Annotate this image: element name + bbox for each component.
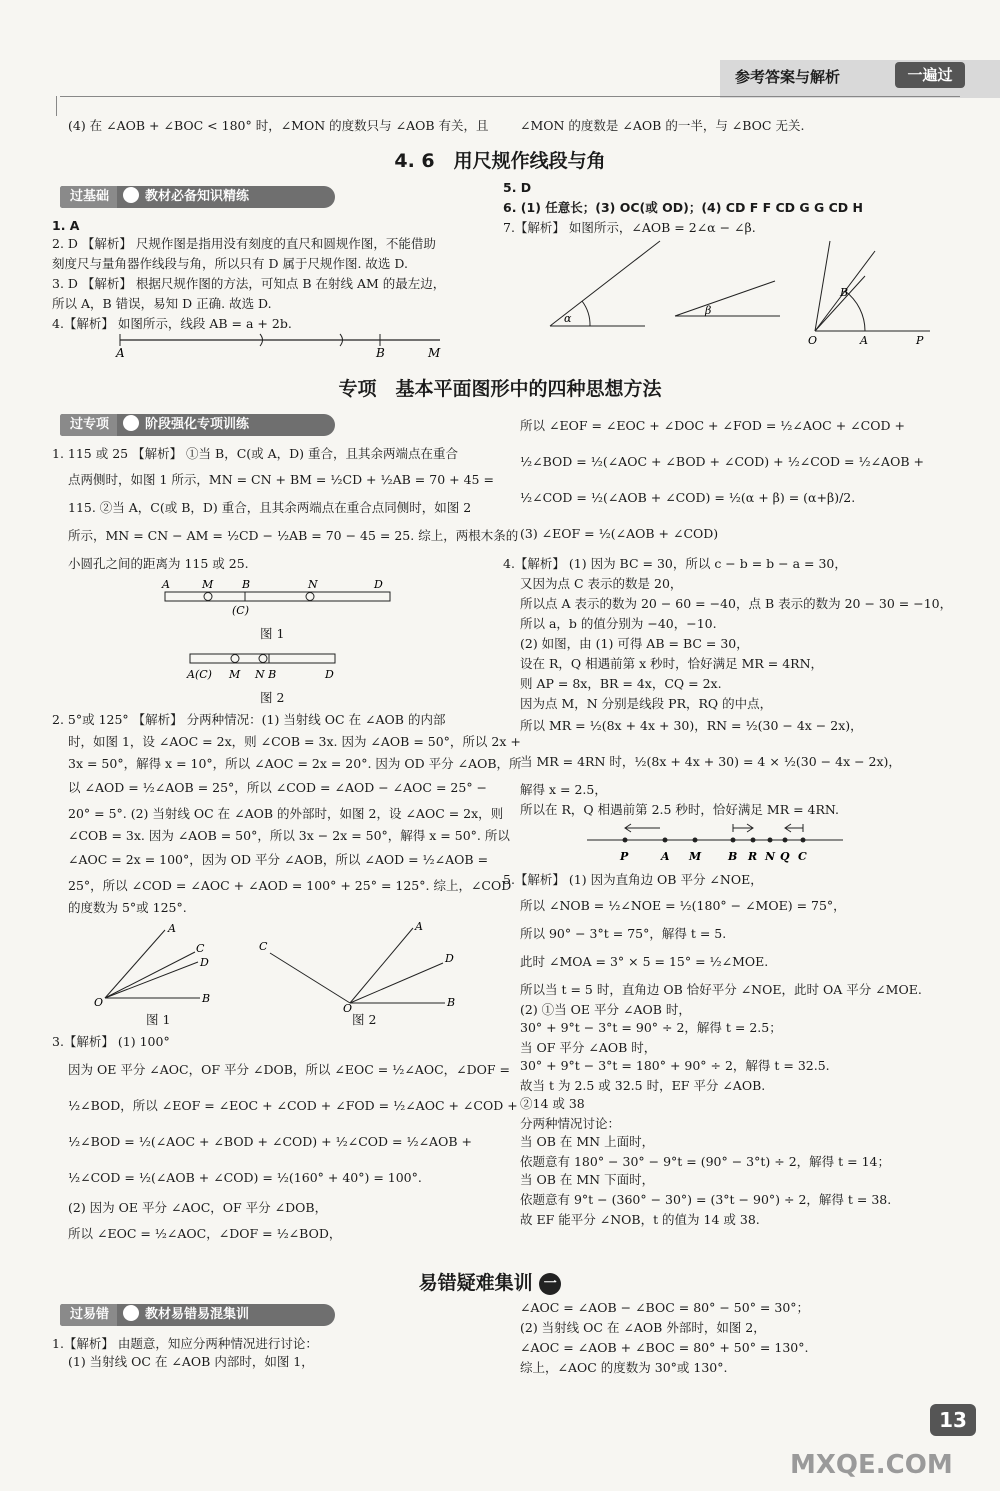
solution-line: 则 AP = 8x，BR = 4x，CQ = 2x. — [520, 676, 722, 691]
solution-line: 因为点 M，N 分别是线段 PR，RQ 的中点， — [520, 696, 773, 711]
figure-caption: 图 2 — [260, 690, 285, 705]
solution-line: 2. 5°或 125° 【解析】 分两种情况：(1) 当射线 OC 在 ∠AOB 的内部 — [52, 712, 446, 727]
number-line-figure — [585, 818, 845, 866]
svg-text:N: N — [308, 578, 318, 591]
solution-line: 5.【解析】 (1) 因为直角边 OB 平分 ∠NOE， — [503, 872, 763, 887]
section-badge: 一 — [539, 1273, 561, 1295]
solution-line: 综上，∠AOC 的度数为 30°或 130°. — [520, 1360, 728, 1375]
svg-text:A: A — [661, 850, 670, 863]
segment-label: A — [116, 346, 125, 360]
solution-line: 分两种情况讨论： — [520, 1116, 621, 1131]
solution-line: (2) 当射线 OC 在 ∠AOB 外部时，如图 2， — [520, 1320, 766, 1335]
solution-line: 3x = 50°，解得 x = 10°，所以 ∠AOC = 2x = 20°. 因为 OD 平分 ∠AOB，所 — [68, 756, 522, 771]
svg-text:O: O — [343, 1002, 353, 1013]
svg-text:Q: Q — [780, 850, 790, 863]
solution-line: ½∠BOD，所以 ∠EOF = ∠EOC + ∠COD + ∠FOD = ½∠AOC + ∠COD + — [68, 1098, 518, 1113]
svg-text:M: M — [229, 668, 241, 681]
svg-text:D: D — [325, 668, 334, 681]
svg-text:B: B — [728, 850, 738, 863]
solution-line: ②14 或 38 — [520, 1096, 585, 1111]
angle-label: O — [808, 334, 818, 346]
svg-text:A(C): A(C) — [187, 668, 212, 681]
solution-line: 依题意有 180° − 30° − 9°t = (90° − 3°t) ÷ 2，解得 t = 14； — [520, 1154, 890, 1169]
segment-figure — [110, 330, 450, 360]
header-title: 参考答案与解析 — [735, 68, 841, 86]
section-band-special — [60, 414, 335, 436]
section-band-basic — [60, 186, 335, 208]
section-error-title-text: 易错疑难集训 — [418, 1272, 533, 1294]
solution-line: 当 OF 平分 ∠AOB 时， — [520, 1040, 657, 1055]
solution-line: 设在 R，Q 相遇前第 x 秒时，恰好满足 MR = 4RN， — [520, 656, 824, 671]
top-right-text: ∠MON 的度数是 ∠AOB 的一半，与 ∠BOC 无关. — [520, 118, 805, 133]
svg-text:A: A — [415, 920, 423, 933]
svg-text:R: R — [748, 850, 758, 863]
solution-line: 所以 ∠NOB = ½∠NOE = ½(180° − ∠MOE) = 75°， — [520, 898, 846, 913]
answer-line: 1. A — [52, 218, 80, 233]
solution-line: 所以 ∠EOF = ∠EOC + ∠DOC + ∠FOD = ½∠AOC + ∠COD + — [520, 418, 905, 433]
solution-line: 当 OB 在 MN 上面时， — [520, 1134, 655, 1149]
solution-line: 当 MR = 4RN 时，½(8x + 4x + 30) = 4 × ½(30 − 4x − 2x)， — [520, 754, 901, 769]
solution-line: 故当 t 为 2.5 或 32.5 时，EF 平分 ∠AOB. — [520, 1078, 766, 1093]
solution-line: 所以 ∠EOC = ½∠AOC，∠DOF = ½∠BOD， — [68, 1226, 342, 1241]
solution-line: (2) 因为 OE 平分 ∠AOC，OF 平分 ∠DOB， — [68, 1200, 328, 1215]
answer-line: 所以 A，B 错误，易知 D 正确. 故选 D. — [52, 296, 272, 311]
segment-label: B — [376, 346, 385, 360]
angle-figure-2 — [255, 918, 465, 1013]
angle-construction-figure — [540, 236, 960, 346]
solution-line: (1) 当射线 OC 在 ∠AOB 内部时，如图 1， — [68, 1354, 314, 1369]
svg-text:N B: N B — [255, 668, 277, 681]
solution-line: 3.【解析】 (1) 100° — [52, 1034, 170, 1049]
angle-label: A — [860, 334, 868, 346]
answer-line: 4.【解析】 如图所示，线段 AB = a + 2b. — [52, 316, 292, 331]
svg-text:M: M — [202, 578, 214, 591]
answer-line: 刻度尺与量角器作线段与角，所以只有 D 属于尺规作图. 故选 D. — [52, 256, 408, 271]
svg-text:A: A — [162, 578, 170, 591]
angle-figure-1 — [90, 920, 230, 1010]
solution-line: 点两侧时，如图 1 所示，MN = CN + BM = ½CD + ½AB = 70 + 45 = — [68, 472, 494, 487]
svg-text:M: M — [689, 850, 702, 863]
solution-line: 以 ∠AOD = ½∠AOB = 25°，所以 ∠COD = ∠AOD − ∠AOC = 25° − — [68, 780, 488, 795]
solution-line: 20° = 5°. (2) 当射线 OC 在 ∠AOB 的外部时，如图 2，设 ∠AOC = 2x，则 — [68, 806, 504, 821]
svg-text:C: C — [798, 850, 807, 863]
solution-line: 所以在 R，Q 相遇前第 2.5 秒时，恰好满足 MR = 4RN. — [520, 802, 840, 817]
solution-line: 所以当 t = 5 时，直角边 OB 恰好平分 ∠NOE，此时 OA 平分 ∠MOE. — [520, 982, 922, 997]
solution-line: ∠AOC = 2x = 100°，因为 OD 平分 ∠AOB，所以 ∠AOD = ½∠AOB = — [68, 852, 489, 867]
segment-label: M — [428, 346, 441, 360]
solution-line: 115. ②当 A，C(或 B，D) 重合，且其余两端点在重合点同侧时，如图 2 — [68, 500, 472, 515]
section-4-6-title: 4. 6 用尺规作线段与角 — [394, 150, 606, 172]
svg-text:B: B — [447, 996, 456, 1009]
answer-line: 3. D 【解析】 根据尺规作图的方法，可知点 B 在射线 AM 的最左边， — [52, 276, 446, 291]
header-corner — [56, 96, 57, 116]
svg-text:N: N — [765, 850, 776, 863]
wood-strip-figure-2 — [185, 648, 345, 682]
band-title: 教材必备知识精练 — [145, 189, 250, 204]
solution-line: 又因为点 C 表示的数是 20， — [520, 576, 683, 591]
solution-line: (2) ①当 OE 平分 ∠AOB 时， — [520, 1002, 691, 1017]
angle-label: P — [916, 334, 924, 346]
svg-text:A: A — [168, 922, 176, 935]
answer-line: 5. D — [503, 180, 532, 195]
solution-line: 1.【解析】 由题意，知应分两种情况进行讨论： — [52, 1336, 318, 1351]
solution-line: 此时 ∠MOA = 3° × 5 = 15° = ½∠MOE. — [520, 954, 769, 969]
solution-line: ∠COB = 3x. 因为 ∠AOB = 50°，所以 3x − 2x = 50°，解得 x = 50°. 所以 — [68, 828, 510, 843]
svg-text:D: D — [374, 578, 383, 591]
solution-line: 小圆孔之间的距离为 115 或 25. — [68, 556, 249, 571]
band-tag: 过专项 — [60, 414, 117, 436]
section-band-error — [60, 1304, 335, 1326]
svg-text:B: B — [242, 578, 251, 591]
gear-icon — [123, 415, 139, 431]
angle-label: α — [564, 312, 572, 325]
solution-line: 的度数为 5°或 125°. — [68, 900, 187, 915]
band-title: 阶段强化专项训练 — [145, 417, 250, 432]
solution-line: 25°，所以 ∠COD = ∠AOC + ∠AOD = 100° + 25° = 125°. 综上，∠COD — [68, 878, 512, 893]
watermark: MXQE.COM — [790, 1450, 953, 1480]
figure-caption: 图 2 — [352, 1012, 377, 1027]
svg-text:C: C — [196, 942, 205, 955]
svg-text:D: D — [200, 956, 209, 969]
book-icon — [123, 187, 139, 203]
solution-line: 所以点 A 表示的数为 20 − 60 = −40，点 B 表示的数为 20 − 30 = −10， — [520, 596, 953, 611]
solution-line: 4.【解析】 (1) 因为 BC = 30，所以 c − b = b − a = 30， — [503, 556, 847, 571]
section-special-title: 专项 基本平面图形中的四种思想方法 — [338, 378, 662, 400]
solution-line: ½∠COD = ½(∠AOB + ∠COD) = ½(160° + 40°) = 100°. — [68, 1170, 422, 1185]
angle-label: β — [705, 304, 712, 317]
solution-line: 当 OB 在 MN 下面时， — [520, 1172, 655, 1187]
solution-line: 所示，MN = CN − AM = ½CD − ½AB = 70 − 45 = 25. 综上，两根木条的 — [68, 528, 519, 543]
answer-line: 2. D 【解析】 尺规作图是指用没有刻度的直尺和圆规作图，不能借助 — [52, 236, 436, 251]
solution-line: 依题意有 9°t − (360° − 30°) = (3°t − 90°) ÷ 2，解得 t = 38. — [520, 1192, 892, 1207]
solution-line: 30° + 9°t − 3°t = 90° ÷ 2，解得 t = 2.5； — [520, 1020, 782, 1035]
wood-strip-figure-1 — [160, 578, 400, 618]
solution-line: 解得 x = 2.5， — [520, 782, 607, 797]
solution-line: ½∠BOD = ½(∠AOC + ∠BOD + ∠COD) + ½∠COD = ½∠AOB + — [68, 1134, 472, 1149]
figure-caption: 图 1 — [260, 626, 285, 641]
solution-line: 所以 MR = ½(8x + 4x + 30)，RN = ½(30 − 4x − 2x)， — [520, 718, 863, 733]
figure-caption: 图 1 — [146, 1012, 171, 1027]
svg-text:B: B — [202, 992, 211, 1005]
header-rule — [60, 96, 960, 97]
band-tag: 过易错 — [60, 1304, 117, 1326]
solution-line: 所以 a，b 的值分别为 −40，−10. — [520, 616, 717, 631]
svg-text:D: D — [445, 952, 454, 965]
solution-line: ∠AOC = ∠AOB − ∠BOC = 80° − 50° = 30°； — [520, 1300, 810, 1315]
solution-line: ∠AOC = ∠AOB + ∠BOC = 80° + 50° = 130°. — [520, 1340, 809, 1355]
band-title: 教材易错易混集训 — [145, 1307, 250, 1322]
top-left-text: (4) 在 ∠AOB + ∠BOC < 180° 时，∠MON 的度数只与 ∠AOB 有关，且 — [68, 118, 489, 133]
solution-line: 所以 90° − 3°t = 75°，解得 t = 5. — [520, 926, 727, 941]
bird-icon — [123, 1305, 139, 1321]
section-error-title — [390, 1268, 590, 1295]
header-logo: 一遍过 — [895, 62, 965, 88]
solution-line: 时，如图 1，设 ∠AOC = 2x，则 ∠COB = 3x. 因为 ∠AOB = 50°，所以 2x + — [68, 734, 521, 749]
solution-line: 因为 OE 平分 ∠AOC，OF 平分 ∠DOB，所以 ∠EOC = ½∠AOC，∠DOF = — [68, 1062, 510, 1077]
page-number: 13 — [930, 1404, 976, 1436]
solution-line: ½∠COD = ½(∠AOB + ∠COD) = ½(α + β) = (α+β)/2. — [520, 490, 856, 505]
answer-line: 6. (1) 任意长；(3) OC(或 OD)；(4) CD F F CD G G CD H — [503, 200, 863, 215]
solution-line: (3) ∠EOF = ½(∠AOB + ∠COD) — [520, 526, 719, 541]
solution-line: 30° + 9°t − 3°t = 180° + 90° ÷ 2，解得 t = 32.5. — [520, 1058, 830, 1073]
solution-line: (2) 如图，由 (1) 可得 AB = BC = 30， — [520, 636, 749, 651]
solution-line: 1. 115 或 25 【解析】 ①当 B，C(或 A，D) 重合，且其余两端点在重合 — [52, 446, 459, 461]
svg-text:(C): (C) — [232, 604, 249, 617]
answer-line: 7.【解析】 如图所示，∠AOB = 2∠α − ∠β. — [503, 220, 756, 235]
solution-line: ½∠BOD = ½(∠AOC + ∠BOD + ∠COD) + ½∠COD = ½∠AOB + — [520, 454, 924, 469]
angle-label: B — [840, 286, 849, 299]
band-tag: 过基础 — [60, 186, 117, 208]
svg-text:O: O — [94, 996, 104, 1009]
solution-line: 故 EF 能平分 ∠NOB，t 的值为 14 或 38. — [520, 1212, 760, 1227]
svg-text:C: C — [259, 940, 268, 953]
svg-text:P: P — [620, 850, 629, 863]
